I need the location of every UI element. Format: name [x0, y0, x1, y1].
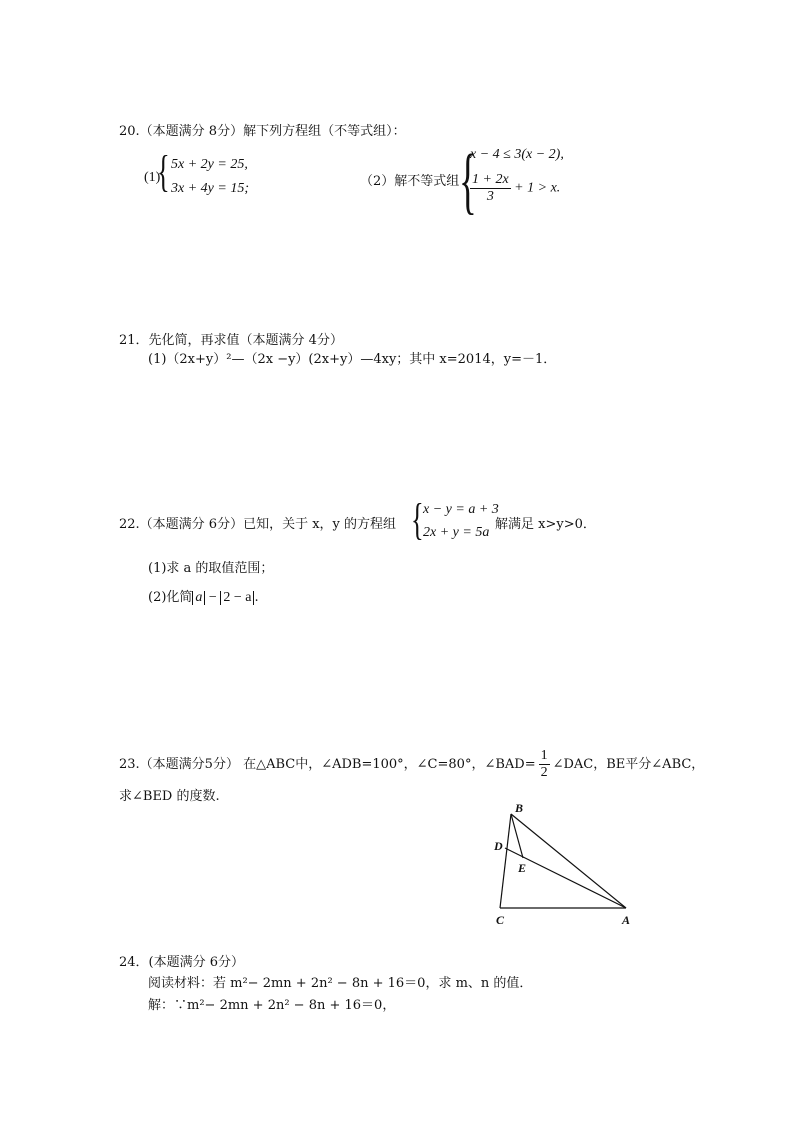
q22-part2-prefix: (2)化简	[148, 590, 193, 605]
q24-line1: 阅读材料：若 m²− 2mn + 2n² − 8n + 16＝0，求 m、n 的值．	[148, 976, 533, 991]
q24-line2: 解：∵m²− 2mn + 2n² − 8n + 16＝0，	[148, 998, 396, 1013]
label-A: A	[622, 913, 631, 927]
label-C: C	[496, 913, 505, 927]
q22-minus: −	[205, 590, 221, 605]
q22-part2-end: .	[254, 590, 259, 605]
q24-heading: 24．(本题满分 6分）	[119, 955, 245, 970]
q20-part2-ineq1: x − 4 ≤ 3(x − 2),	[470, 147, 564, 162]
q23-heading-a: 23.（本题满分5分） 在△ABC中，∠ADB=100°，∠C=80°，∠BAD=	[119, 757, 536, 772]
q20-part1-label: (1)	[144, 170, 161, 185]
q22-part2	[148, 586, 259, 606]
q20-part2-label: （2）解不等式组	[360, 174, 460, 189]
q23-fraction-numerator: 1	[540, 748, 548, 763]
q20-part2-ineq2	[470, 172, 560, 205]
q23-fraction	[539, 748, 550, 781]
q21-body: (1)（2x+y）²—（2x −y）(2x+y）—4xy；其中 x=2014，y=－1．	[148, 352, 557, 367]
q22-brace: {	[411, 495, 424, 544]
q22-eq2: 2x + y = 5a	[423, 525, 490, 540]
q20-fraction-denominator: 3	[486, 189, 494, 204]
q20-part2-brace: {	[459, 140, 477, 222]
q20-part1-brace: {	[157, 147, 170, 196]
q23-fraction-denominator: 2	[540, 765, 548, 780]
q22-abs-a: a	[192, 591, 205, 605]
q23-line2: 求∠BED 的度数.	[119, 789, 220, 804]
q22-abs-b: 2 − a	[220, 591, 254, 605]
q20-fraction-numerator: 1 + 2x	[472, 172, 509, 187]
segment-BC	[500, 814, 511, 908]
q23-heading	[119, 748, 704, 781]
triangle-figure	[488, 800, 648, 930]
q20-part1-eq2: 3x + 4y = 15;	[171, 181, 249, 196]
q20-part2-ineq2-tail: + 1 > x.	[514, 180, 561, 196]
q20-part1-eq1: 5x + 2y = 25,	[171, 157, 248, 172]
q22-heading: 22.（本题满分 6分）已知，关于 x，y 的方程组	[119, 517, 397, 532]
q23-heading-b: ∠DAC，BE平分∠ABC，	[552, 757, 705, 772]
q22-eq1: x − y = a + 3	[423, 502, 499, 517]
q21-heading: 21．先化简，再求值（本题满分 4分）	[119, 333, 343, 348]
label-B: B	[515, 801, 524, 815]
label-E: E	[518, 861, 527, 875]
label-D: D	[494, 839, 503, 853]
q20-heading: 20.（本题满分 8分）解下列方程组（不等式组）：	[119, 124, 406, 139]
q22-tail: 解满足 x>y>0．	[495, 517, 596, 532]
q20-fraction	[470, 172, 511, 205]
q22-part1: (1)求 a 的取值范围；	[148, 561, 274, 576]
segment-BA	[511, 814, 626, 908]
